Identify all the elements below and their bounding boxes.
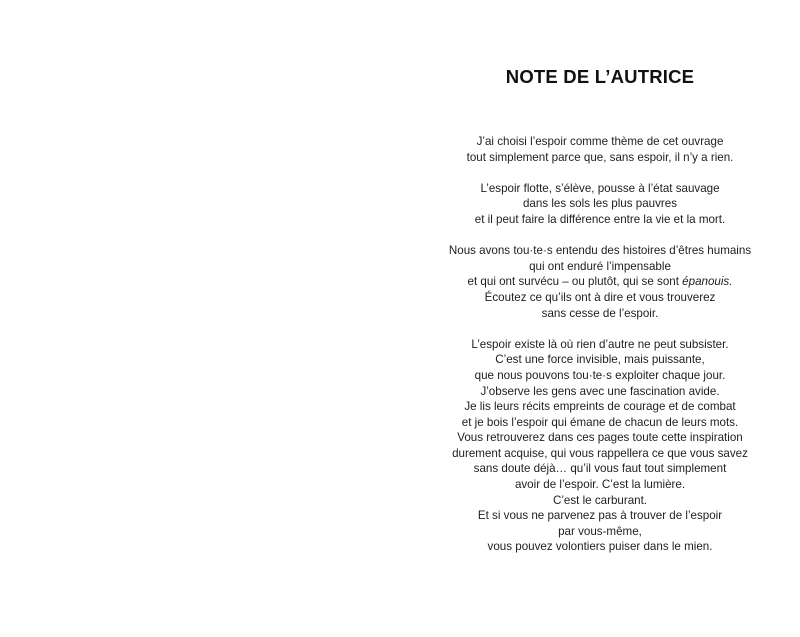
text-line: par vous-même, xyxy=(558,524,642,538)
text-line-with-emphasis xyxy=(400,274,800,290)
text-line: et je bois l’espoir qui émane de chacun de leurs mots. xyxy=(461,415,739,429)
text-line: Écoutez ce qu’ils ont à dire et vous trouverez xyxy=(484,290,716,304)
stanza-3 xyxy=(400,243,800,321)
text-line: J’observe les gens avec une fascination avide. xyxy=(480,384,720,398)
text-line: Nous avons tou·te·s entendu des histoires d’êtres humains xyxy=(448,244,752,258)
stanza-1 xyxy=(400,134,800,165)
stanza-2 xyxy=(400,181,800,228)
text-line: L’espoir flotte, s’élève, pousse à l’état sauvage xyxy=(480,181,720,195)
text-line: Vous retrouverez dans ces pages toute cette inspiration xyxy=(457,431,743,445)
text-line: L’espoir existe là où rien d’autre ne peut subsister. xyxy=(471,337,729,351)
stanza-4 xyxy=(400,337,800,555)
text-line: que nous pouvons tou·te·s exploiter chaque jour. xyxy=(474,368,726,382)
text-line: C’est le carburant. xyxy=(552,493,648,507)
text-line: vous pouvez volontiers puiser dans le mien. xyxy=(487,540,713,554)
text-line: avoir de l’espoir. C’est la lumière. xyxy=(514,478,686,492)
text-line: sans doute déjà… qu’il vous faut tout simplement xyxy=(473,462,727,476)
text-line: tout simplement parce que, sans espoir, il n’y a rien. xyxy=(466,150,734,164)
text-line: C’est une force invisible, mais puissante, xyxy=(495,353,705,367)
text-line: durement acquise, qui vous rappellera ce que vous savez xyxy=(452,446,748,460)
note-body xyxy=(400,134,800,571)
text-line: Je lis leurs récits empreints de courage et de combat xyxy=(464,400,736,414)
text-line-lead: et qui ont survécu – ou plutôt, qui se sont xyxy=(467,275,679,289)
text-line: J’ai choisi l’espoir comme thème de cet ouvrage xyxy=(476,135,724,148)
page-title: NOTE DE L’AUTRICE xyxy=(505,66,695,87)
text-line: qui ont enduré l’impensable xyxy=(529,259,671,273)
emphasized-word: épanouis. xyxy=(682,275,733,289)
text-line: dans les sols les plus pauvres xyxy=(522,197,678,211)
text-line: sans cesse de l’espoir. xyxy=(541,306,659,320)
right-page xyxy=(400,0,800,637)
text-line: et il peut faire la différence entre la vie et la mort. xyxy=(474,212,726,226)
text-line: Et si vous ne parvenez pas à trouver de l’espoir xyxy=(477,509,723,523)
